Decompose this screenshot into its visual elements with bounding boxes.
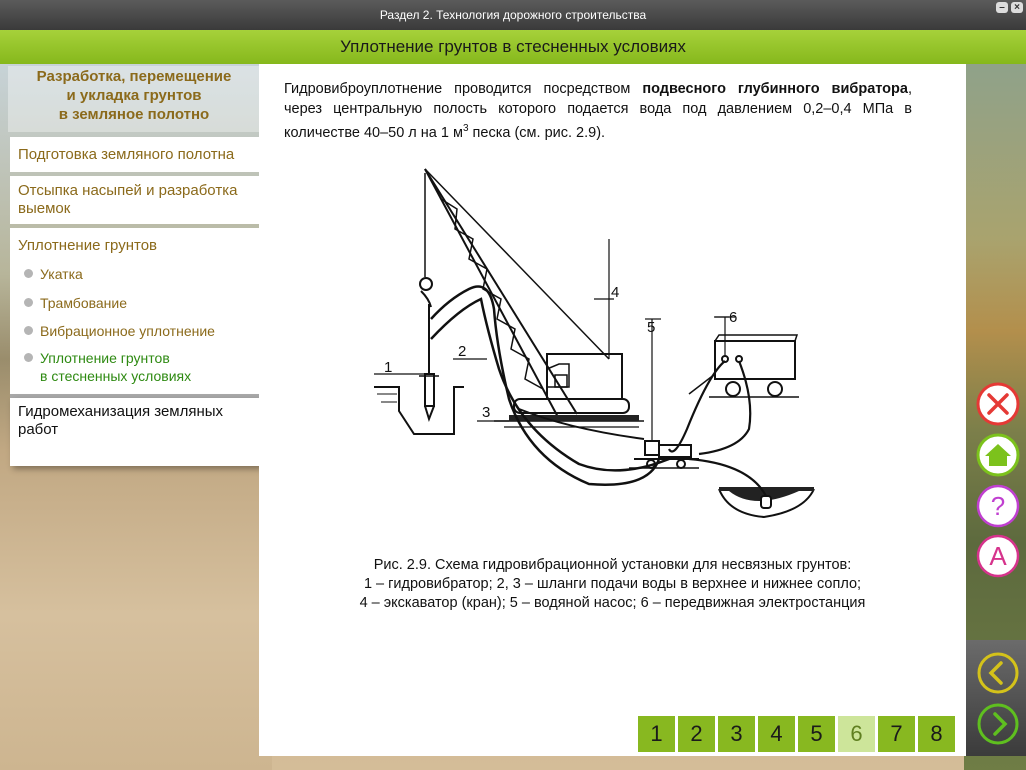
hose-lower — [431, 299, 669, 470]
figure-label-2: 2 — [458, 343, 467, 360]
crane-cab — [547, 354, 622, 399]
svg-text:?: ? — [990, 491, 1006, 521]
bullet-icon — [24, 353, 33, 362]
close-icon[interactable] — [976, 382, 1020, 426]
content-panel — [259, 64, 966, 756]
nav-item-hydromechanization[interactable]: Гидромеханизация земляных работ — [10, 398, 260, 466]
page-button-5[interactable]: 5 — [798, 716, 835, 752]
page-button-3[interactable]: 3 — [718, 716, 755, 752]
vibrator-body — [425, 374, 434, 406]
font-size-icon[interactable] — [976, 534, 1020, 578]
prev-arrow-icon[interactable] — [976, 651, 1020, 695]
close-window-icon[interactable]: × — [1011, 2, 1023, 13]
home-icon[interactable] — [976, 433, 1020, 477]
section-title: Разработка, перемещение и укладка грунтов в земляное полотно — [8, 66, 260, 132]
page-button-6[interactable]: 6 — [838, 716, 875, 752]
nav-item-soil-compaction: Уплотнение грунтов Укатка Трамбование Вибрационное уплотнение Уплотнение грунтов в стесненных условиях — [10, 228, 260, 394]
page-button-8[interactable]: 8 — [918, 716, 955, 752]
bullet-icon — [24, 269, 33, 278]
figure-label-1: 1 — [384, 359, 393, 376]
bullet-icon — [24, 326, 33, 335]
next-arrow-icon[interactable] — [976, 702, 1020, 746]
minimize-icon[interactable]: – — [996, 2, 1008, 13]
page-title: Уплотнение грунтов в стесненных условиях — [0, 30, 1026, 64]
page-button-1[interactable]: 1 — [638, 716, 675, 752]
nav-item-embankments[interactable]: Отсыпка насыпей и разработка выемок — [10, 176, 260, 224]
nav-item-soil-compaction-label[interactable]: Уплотнение грунтов — [18, 237, 158, 254]
nav-item-subgrade-preparation[interactable]: Подготовка земляного полотна — [10, 137, 260, 172]
svg-text:A: A — [989, 541, 1007, 571]
bullet-icon — [24, 298, 33, 307]
help-icon[interactable] — [976, 484, 1020, 528]
figure-label-6: 6 — [729, 309, 738, 326]
page-button-2[interactable]: 2 — [678, 716, 715, 752]
window-title: Раздел 2. Технология дорожного строительства — [379, 8, 647, 22]
window-title-bar — [0, 0, 1026, 30]
figure-label-4: 4 — [611, 284, 620, 301]
figure-caption: Рис. 2.9. Схема гидровибрационной установки для несвязных грунтов: 1 – гидровибратор; 2, 3 – шланги подачи воды в верхнее и нижнее сопло; 4 – экскаватор (кран); 5 – водяной насос; 6 – передвижная электростанция — [359, 557, 866, 611]
hose-upper — [431, 287, 659, 485]
page-button-4[interactable]: 4 — [758, 716, 795, 752]
intro-paragraph: Гидровиброуплотнение проводится посредством подвесного глубинного вибратора, через центральную полость которого подается вода под давлением 0,2–0,4 МПа в количестве 40–50 л на 1 $м^3$ песка (см. рис. 2.9). — [284, 81, 912, 141]
pump-body — [645, 441, 659, 455]
hydrovibration-installation-figure — [369, 159, 829, 539]
figure-label-3: 3 — [482, 404, 491, 421]
page-button-7[interactable]: 7 — [878, 716, 915, 752]
figure-label-5: 5 — [647, 319, 656, 336]
